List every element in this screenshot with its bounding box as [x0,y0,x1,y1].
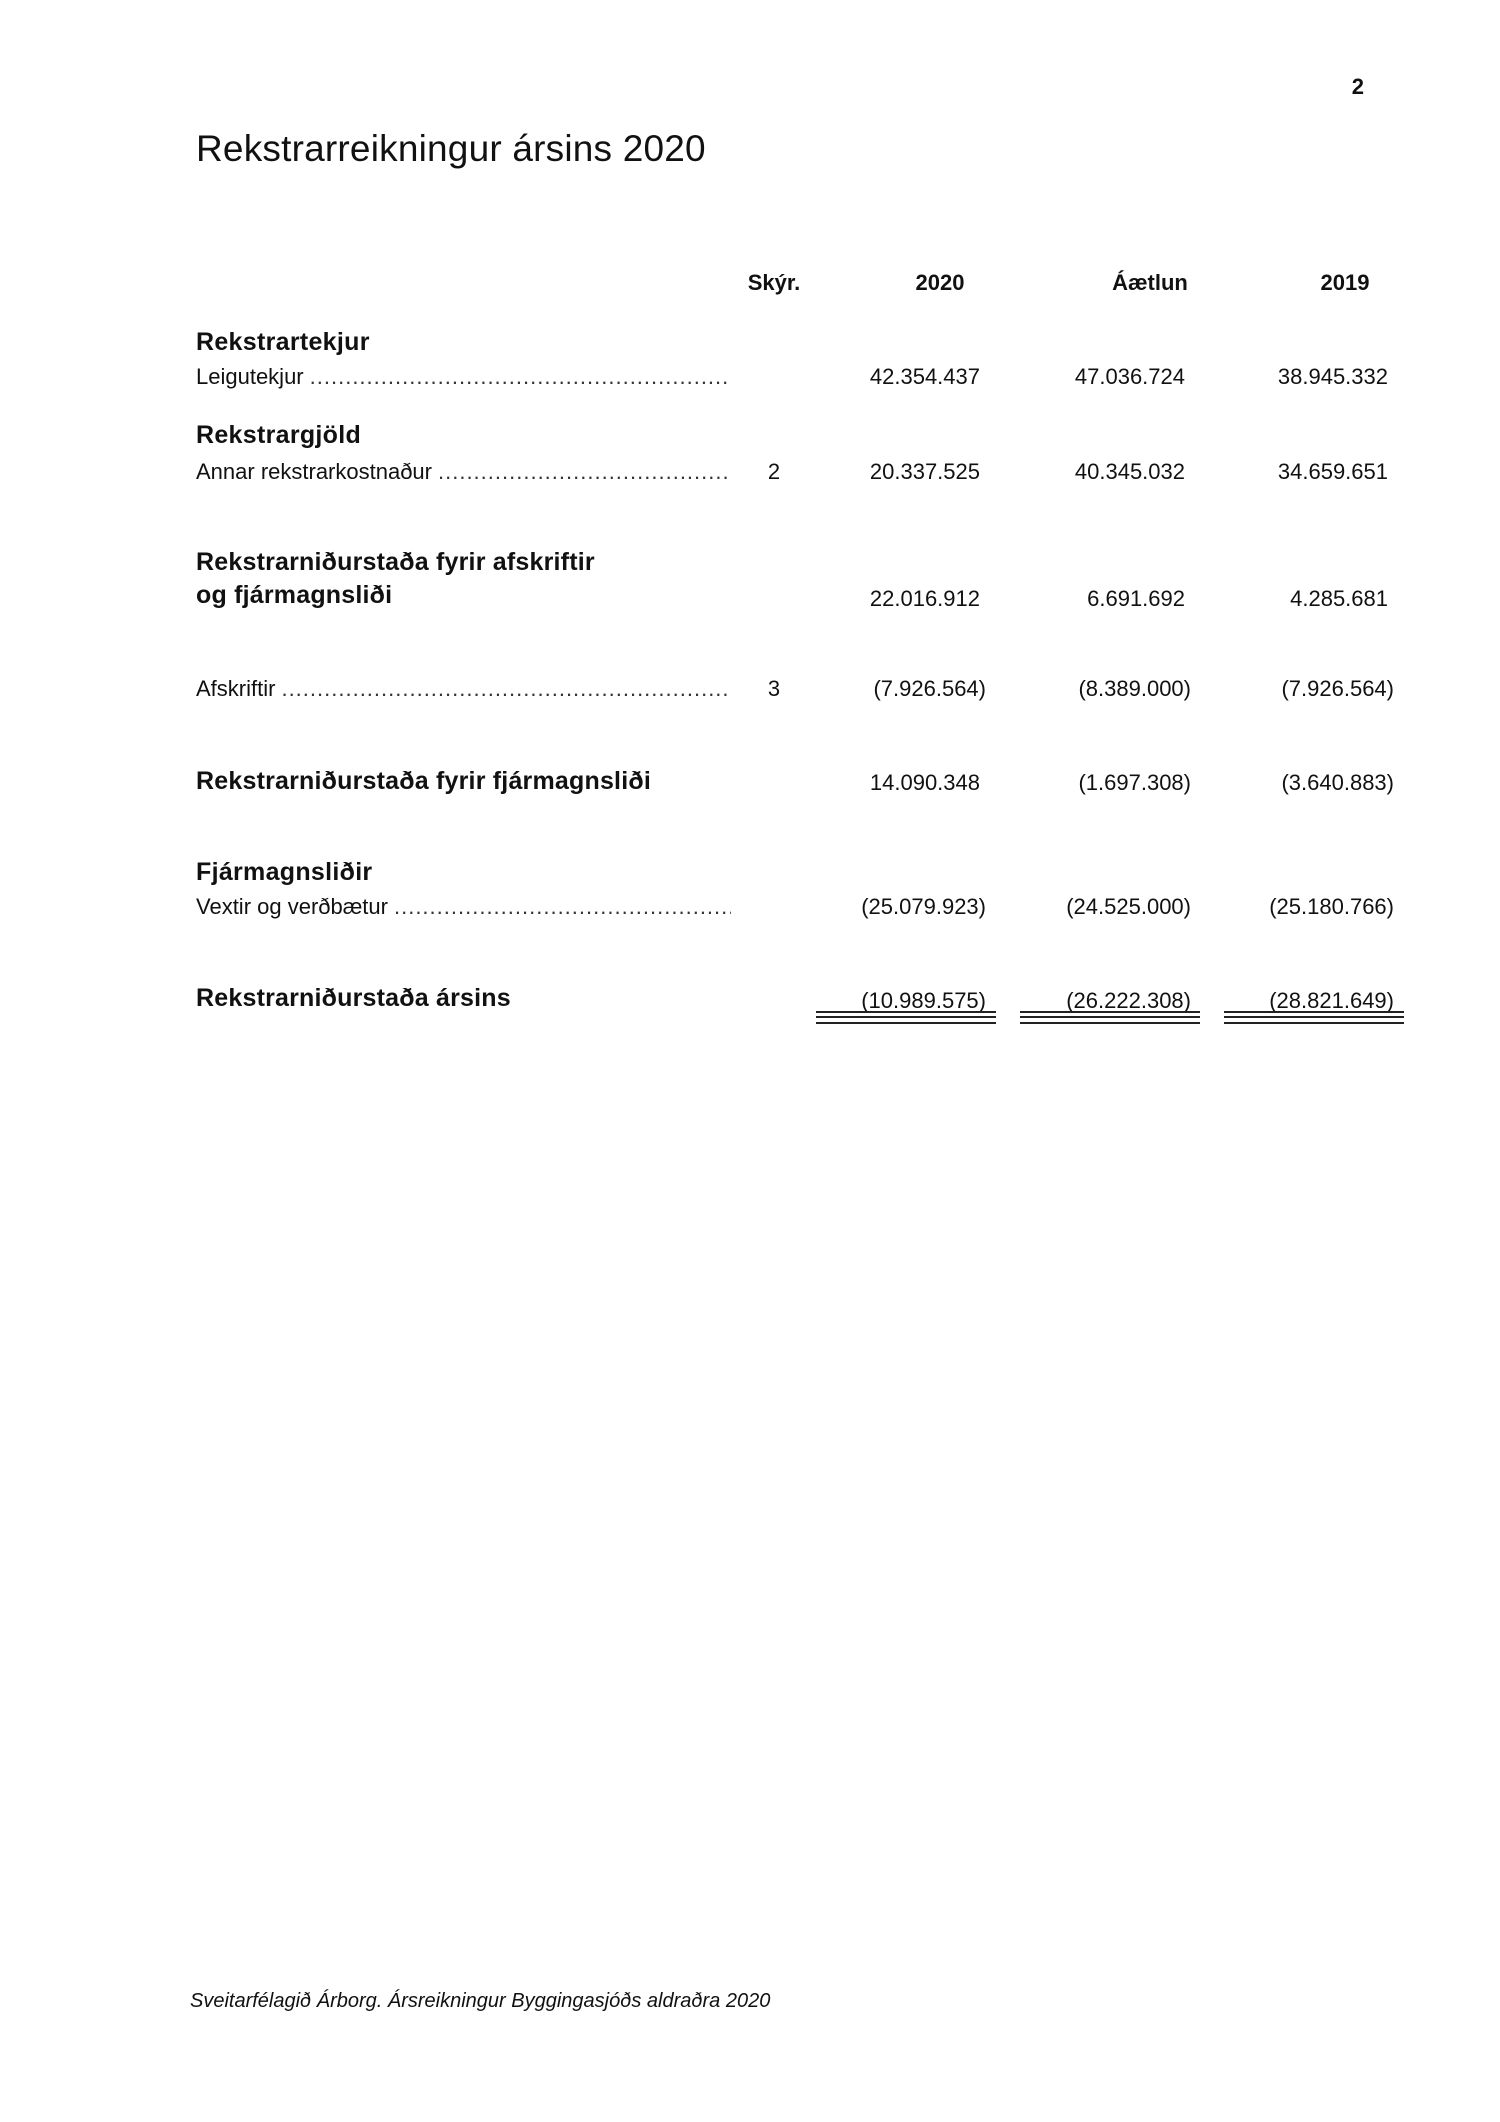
value-2019: (3.640.883) [1281,770,1394,795]
page-number: 2 [1351,74,1364,99]
value-2020: (10.989.575) [861,988,986,1013]
line-item-label: Annar rekstrarkostnaður [196,459,432,484]
page-footer: Sveitarfélagið Árborg. Ársreikningur Byggingasjóðs aldraðra 2020 [190,1990,771,2012]
underline-rule [816,1011,996,1013]
column-header-budget: Áætlun [1112,270,1188,295]
subtotal-label-line1: Rekstrarniðurstaða fyrir afskriftir [196,548,595,576]
line-item-label: Vextir og verðbætur [196,894,388,919]
section-heading-expenses: Rekstrargjöld [196,421,362,449]
underline-rule [1020,1011,1200,1013]
line-item-depreciation [196,676,731,702]
line-item-other-operating-costs [196,459,731,485]
subtotal-label-before-financial: Rekstrarniðurstaða fyrir fjármagnsliði [196,767,651,795]
value-2020: 42.354.437 [869,364,980,389]
line-item-label: Afskriftir [196,676,276,701]
section-heading-revenue: Rekstrartekjur [196,328,370,356]
double-underline-rule [1020,1016,1200,1024]
value-budget: (24.525.000) [1066,894,1191,919]
section-heading-financial: Fjármagnsliðir [196,858,373,886]
value-budget: 40.345.032 [1074,459,1185,484]
value-2020: (25.079.923) [861,894,986,919]
value-2019: (7.926.564) [1281,676,1394,701]
subtotal-label-line2: og fjármagnsliði [196,581,393,609]
line-item-label: Leigutekjur [196,364,304,389]
underline-rule [1224,1011,1404,1013]
value-budget: (8.389.000) [1078,676,1191,701]
net-result-label: Rekstrarniðurstaða ársins [196,984,511,1012]
value-2019: 34.659.651 [1277,459,1388,484]
value-2020: 22.016.912 [869,586,980,611]
value-2019: (25.180.766) [1269,894,1394,919]
page-title: Rekstrarreikningur ársins 2020 [196,128,706,169]
value-2020: 14.090.348 [869,770,980,795]
dot-leader [310,364,731,390]
line-item-rental-income [196,364,731,390]
column-header-2019: 2019 [1320,270,1370,295]
dot-leader [394,894,731,920]
value-budget: (26.222.308) [1066,988,1191,1013]
value-2019: 38.945.332 [1277,364,1388,389]
line-item-interest-and-indexation [196,894,731,920]
note-reference: 2 [767,459,781,484]
value-2020: (7.926.564) [873,676,986,701]
column-header-note: Skýr. [747,270,801,295]
double-underline-rule [1224,1016,1404,1024]
subtotal-label-before-depreciation [196,546,595,612]
value-2020: 20.337.525 [869,459,980,484]
note-reference: 3 [767,676,781,701]
value-2019: (28.821.649) [1269,988,1394,1013]
value-budget: (1.697.308) [1078,770,1191,795]
double-underline-rule [816,1016,996,1024]
value-2019: 4.285.681 [1290,586,1388,611]
dot-leader [281,676,731,702]
value-budget: 47.036.724 [1074,364,1185,389]
value-budget: 6.691.692 [1087,586,1185,611]
column-header-2020: 2020 [915,270,965,295]
dot-leader [438,459,731,485]
